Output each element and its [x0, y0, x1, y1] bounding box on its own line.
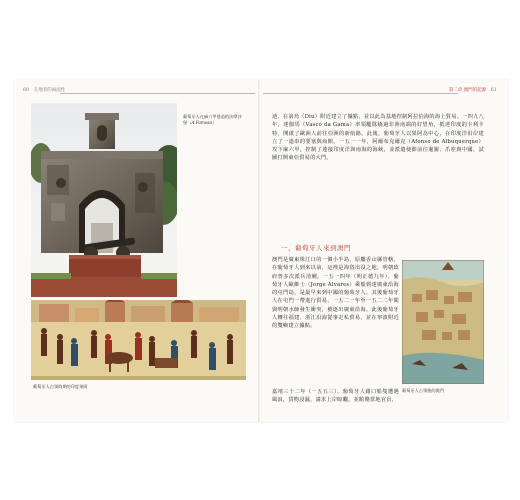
map-caption: 葡萄牙人占領後的澳門 [402, 388, 444, 393]
left-running-title: 在地者的兩面性 [33, 88, 66, 93]
right-page-number: 61 [490, 87, 497, 93]
macau-map-illustration [402, 260, 484, 384]
painting-caption: 葡萄牙人占領時期的印度果阿 [33, 384, 88, 389]
body-paragraph-2: 澳門是廣東珠江口的一個小半島，原屬香山縣管轄。在葡萄牙人到來以前，這裡是海盜出沒之地，明朝政府曾多次派兵清剿。一五一四年（明正德九年），葡萄牙人歐維士（Jorge Álvares）乘船到達廣東沿海的屯門島，是最早來到中國的葡萄牙人。其後葡萄牙人在屯門一帶進行貿易，一五二一年至一五二二年間與明朝水師發生衝突，被逐出廣東沿海。此後葡萄牙人轉往福建、浙江沿海從事走私貿易，並在寧波附近的雙嶼建立據點。 [272, 257, 399, 330]
fortress-caption [183, 114, 245, 126]
left-page-number: 60 [23, 87, 30, 93]
fortress-caption-latin: （A Famosa） [187, 120, 217, 125]
body-paragraph-3: 嘉靖三十二年（一五五三），葡萄牙人藉口船隻遭遇風浪，貨物浸濕，請求上岸晾曬，並賄賂當地官員， [272, 389, 399, 404]
fortress-photo [31, 103, 177, 297]
book-gutter [258, 80, 260, 422]
right-header-rule [263, 93, 458, 94]
fortress-caption-text: 葡萄牙人在麻六甲建造的法摩沙堡 [183, 114, 242, 125]
body-paragraph-1: 迪，在第烏（Diu）附近建立了據點，並以此為基地控制阿拉伯海的海上貿易。一四九八年，達伽馬（Vasco da Gama）率領艦隊繞過非洲南端的好望角，抵達印度的卡利卡特，開啟了歐洲人前往亞洲的新航路。此後，葡萄牙人以果阿為中心，在印度洋沿岸建立了一連串的要塞與商館。一五一一年，阿爾布克爾克（Afonso de Albuquerque）攻下麻六甲，控制了連接印度洋與南海的海峽，並派遣使節前往暹羅、爪哇與中國，試圖打開東亞貿易的大門。 [272, 114, 484, 162]
right-running-title: 第二章 澳門的起源 [448, 88, 487, 93]
left-header-rule [60, 93, 255, 94]
left-running-header [20, 87, 65, 93]
colonial-painting [31, 300, 246, 380]
section-heading-text: 一、葡萄牙人來到澳門 [281, 244, 351, 252]
section-heading [281, 243, 351, 252]
